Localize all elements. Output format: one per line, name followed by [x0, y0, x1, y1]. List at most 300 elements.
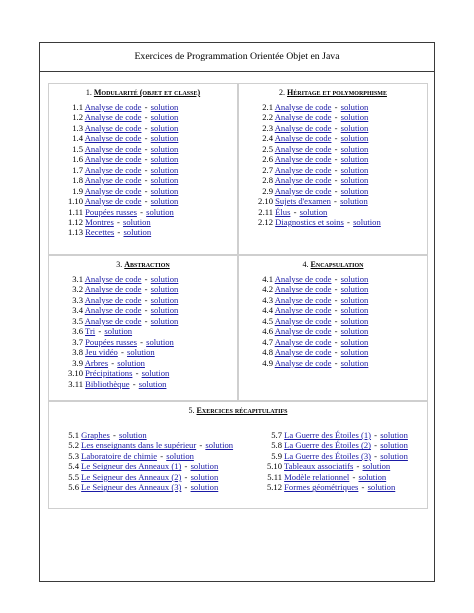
exercise-row — [243, 284, 368, 294]
exercise-number: 1.10 — [67, 196, 83, 207]
exercise-number: 1.3 — [72, 122, 83, 133]
exercise-link[interactable]: Analyse de code — [84, 122, 142, 133]
solution-link[interactable]: solution — [150, 284, 179, 295]
solution-link[interactable]: solution — [380, 430, 408, 440]
solution-link[interactable]: solution — [340, 305, 369, 316]
exercise-row — [53, 305, 178, 315]
separator: - — [332, 305, 340, 316]
exercise-row — [252, 451, 408, 461]
exercise-number: 3.10 — [67, 368, 83, 379]
solution-link[interactable]: solution — [117, 357, 145, 368]
exercise-row — [243, 347, 368, 357]
exercise-number: 3.9 — [72, 357, 83, 368]
separator: - — [137, 336, 146, 347]
solution-link[interactable]: solution — [340, 112, 369, 123]
solution-link[interactable]: solution — [380, 450, 408, 461]
solution-link[interactable]: solution — [367, 482, 396, 493]
exercise-row — [53, 165, 178, 175]
separator: - — [118, 347, 127, 358]
exercise-number: 1.7 — [72, 164, 83, 175]
exercise-link[interactable]: Analyse de code — [84, 175, 142, 186]
solution-link[interactable]: solution — [150, 133, 179, 144]
solution-link[interactable]: solution — [150, 112, 179, 123]
section-2-number: 2. — [279, 88, 286, 97]
exercise-link[interactable]: Analyse de code — [274, 154, 332, 165]
exercise-link[interactable]: Analyse de code — [84, 315, 142, 326]
exercise-link[interactable]: Analyse de code — [274, 122, 332, 133]
separator: - — [142, 154, 150, 165]
separator: - — [142, 164, 150, 175]
solution-link[interactable]: solution — [146, 336, 174, 347]
exercise-link[interactable]: Analyse de code — [84, 143, 142, 154]
solution-link[interactable]: solution — [150, 154, 179, 165]
exercise-number: 1.12 — [67, 216, 83, 227]
exercise-number: 2.12 — [257, 216, 273, 227]
section-3-heading — [49, 260, 237, 269]
exercise-number: 2.1 — [262, 102, 273, 112]
solution-link[interactable]: solution — [340, 133, 369, 144]
exercise-row — [243, 295, 368, 305]
section-4-list — [243, 274, 368, 368]
exercise-row — [252, 461, 408, 471]
solution-link[interactable]: solution — [146, 206, 174, 217]
exercise-row — [53, 451, 233, 461]
separator: - — [359, 482, 367, 493]
exercise-number: 5.11 — [267, 471, 282, 482]
exercise-number: 1.4 — [72, 133, 83, 144]
exercise-number: 4.3 — [262, 294, 273, 305]
exercise-number: 1.1 — [72, 102, 83, 112]
exercise-link[interactable]: Analyse de code — [84, 185, 142, 196]
solution-link[interactable]: solution — [123, 227, 152, 238]
section-5-left-list — [53, 430, 233, 493]
solution-link[interactable]: solution — [340, 154, 369, 165]
section-1-title: Modularité (objet et classe) — [93, 88, 201, 97]
document-frame — [39, 42, 435, 582]
exercise-link[interactable]: Le Seigneur des Anneaux (1) — [81, 461, 182, 472]
exercise-row — [53, 186, 178, 196]
separator: - — [332, 326, 340, 337]
separator: - — [332, 294, 340, 305]
exercise-link[interactable]: Analyse de code — [84, 164, 142, 175]
exercise-link[interactable]: Analyse de code — [274, 326, 332, 337]
exercise-row — [243, 196, 381, 206]
exercise-number: 5.8 — [271, 440, 282, 451]
exercise-row — [243, 316, 368, 326]
exercise-link[interactable]: Le Seigneur des Anneaux (2) — [81, 471, 182, 482]
separator: - — [133, 368, 141, 379]
exercise-link[interactable]: Le Seigneur des Anneaux (3) — [81, 482, 182, 493]
section-3-cell — [48, 255, 238, 401]
solution-link[interactable]: solution — [340, 143, 369, 154]
exercise-number: 1.11 — [68, 206, 83, 217]
solution-link[interactable]: solution — [104, 326, 133, 337]
separator: - — [142, 185, 150, 196]
solution-link[interactable]: solution — [340, 284, 369, 295]
solution-link[interactable]: solution — [150, 175, 179, 186]
exercise-row — [243, 305, 368, 315]
section-4-cell — [238, 255, 428, 401]
exercise-link[interactable]: Analyse de code — [84, 196, 142, 207]
exercise-number: 2.11 — [258, 206, 273, 217]
exercise-number: 3.8 — [72, 347, 83, 358]
exercise-row — [53, 379, 178, 389]
exercise-link[interactable]: Analyse de code — [274, 284, 332, 295]
exercise-number: 4.1 — [262, 274, 273, 284]
exercise-row — [53, 217, 178, 227]
separator: - — [110, 430, 118, 440]
exercise-row — [243, 217, 381, 227]
solution-link[interactable]: solution — [190, 461, 219, 472]
section-5-title: Exercices récapitulatifs — [196, 406, 288, 415]
separator: - — [142, 143, 150, 154]
exercise-row — [243, 326, 368, 336]
exercise-number: 5.12 — [266, 482, 282, 493]
exercise-link[interactable]: Élus — [275, 206, 291, 217]
separator: - — [332, 102, 340, 112]
exercise-link[interactable]: Analyse de code — [274, 294, 332, 305]
exercise-number: 2.8 — [262, 175, 273, 186]
exercise-link[interactable]: Analyse de code — [274, 315, 332, 326]
separator: - — [332, 164, 340, 175]
solution-link[interactable]: solution — [358, 471, 387, 482]
exercise-row — [53, 102, 178, 112]
separator: - — [332, 122, 340, 133]
separator: - — [142, 112, 150, 123]
exercise-row — [243, 133, 381, 143]
exercise-row — [53, 440, 233, 450]
exercise-number: 2.9 — [262, 185, 273, 196]
exercise-link[interactable]: Analyse de code — [84, 274, 142, 284]
exercise-link[interactable]: Les enseignants dans le supérieur — [81, 440, 197, 451]
solution-link[interactable]: solution — [150, 122, 179, 133]
exercise-link[interactable]: Analyse de code — [274, 112, 332, 123]
exercise-number: 2.6 — [262, 154, 273, 165]
exercise-row — [53, 358, 178, 368]
exercise-number: 2.4 — [262, 133, 273, 144]
exercise-number: 5.9 — [271, 450, 282, 461]
exercise-row — [53, 133, 178, 143]
solution-link[interactable]: solution — [190, 482, 219, 493]
separator: - — [332, 347, 340, 358]
separator: - — [332, 175, 340, 186]
section-4-title: Encapsulation — [310, 260, 364, 269]
exercise-row — [53, 472, 233, 482]
exercise-link[interactable]: La Guerre des Étoiles (3) — [284, 450, 372, 461]
exercise-row — [252, 440, 408, 450]
exercise-row — [53, 316, 178, 326]
exercise-link[interactable]: Analyse de code — [274, 336, 332, 347]
solution-link[interactable]: solution — [340, 336, 369, 347]
exercise-number: 4.4 — [262, 305, 273, 316]
exercise-row — [53, 295, 178, 305]
exercise-link[interactable]: Laboratoire de chimie — [81, 450, 158, 461]
solution-link[interactable]: solution — [150, 305, 179, 316]
exercise-row — [252, 482, 408, 492]
exercise-number: 4.8 — [262, 347, 273, 358]
exercise-link[interactable]: Tableaux associatifs — [284, 461, 354, 472]
separator: - — [142, 315, 150, 326]
exercise-link[interactable]: Analyse de code — [274, 357, 332, 368]
section-4-heading — [239, 260, 427, 269]
separator: - — [372, 440, 380, 451]
solution-link[interactable]: solution — [340, 315, 369, 326]
exercise-row — [243, 165, 381, 175]
exercise-number: 5.6 — [68, 482, 79, 493]
separator: - — [332, 154, 340, 165]
exercise-number: 5.1 — [68, 430, 79, 440]
exercise-number: 3.2 — [72, 284, 83, 295]
exercise-row — [53, 207, 178, 217]
solution-link[interactable]: solution — [340, 347, 369, 358]
exercise-link[interactable]: Analyse de code — [84, 133, 142, 144]
exercise-link[interactable]: Analyse de code — [84, 284, 142, 295]
exercise-number: 2.5 — [262, 143, 273, 154]
solution-link[interactable]: solution — [150, 143, 179, 154]
section-1-cell — [48, 83, 238, 255]
section-2-heading — [239, 88, 427, 97]
solution-link[interactable]: solution — [141, 368, 170, 379]
exercise-row — [53, 175, 178, 185]
exercise-link[interactable]: Sujets d'examen — [275, 196, 331, 207]
section-2-list — [243, 102, 381, 227]
exercise-row — [53, 347, 178, 357]
exercise-link[interactable]: Précipitations — [85, 368, 133, 379]
exercise-row — [243, 112, 381, 122]
separator: - — [142, 102, 150, 112]
solution-link[interactable]: solution — [340, 326, 369, 337]
exercise-row — [243, 175, 381, 185]
exercise-row — [243, 102, 381, 112]
separator: - — [332, 315, 340, 326]
exercise-row — [53, 284, 178, 294]
solution-link[interactable]: solution — [340, 196, 368, 207]
exercise-row — [53, 461, 233, 471]
separator: - — [137, 206, 146, 217]
exercise-link[interactable]: Modèle relationnel — [284, 471, 350, 482]
exercise-number: 5.5 — [68, 471, 79, 482]
separator: - — [182, 461, 190, 472]
exercise-link[interactable]: Analyse de code — [274, 102, 332, 112]
exercise-link[interactable]: Jeu vidéo — [85, 347, 118, 358]
separator: - — [332, 185, 340, 196]
exercise-number: 2.7 — [262, 164, 273, 175]
separator: - — [332, 274, 340, 284]
solution-link[interactable]: solution — [362, 461, 391, 472]
solution-link[interactable]: solution — [190, 471, 219, 482]
solution-link[interactable]: solution — [138, 378, 167, 389]
exercise-number: 1.5 — [72, 143, 83, 154]
separator: - — [291, 206, 299, 217]
exercise-link[interactable]: Analyse de code — [84, 102, 142, 112]
exercise-link[interactable]: Analyse de code — [274, 175, 332, 186]
separator: - — [332, 133, 340, 144]
exercise-number: 1.6 — [72, 154, 83, 165]
exercise-number: 4.6 — [262, 326, 273, 337]
section-3-title: Abstraction — [124, 260, 170, 269]
exercise-link[interactable]: Analyse de code — [274, 164, 332, 175]
separator: - — [350, 471, 358, 482]
solution-link[interactable]: solution — [127, 347, 155, 358]
solution-link[interactable]: solution — [150, 274, 179, 284]
exercise-link[interactable]: Analyse de code — [84, 305, 142, 316]
separator: - — [142, 294, 150, 305]
separator: - — [130, 378, 138, 389]
exercise-number: 3.1 — [72, 274, 83, 284]
section-5-right-list — [252, 430, 408, 493]
solution-link[interactable]: solution — [122, 216, 151, 227]
exercise-row — [243, 154, 381, 164]
section-4-number: 4. — [302, 260, 309, 269]
exercise-row — [53, 196, 178, 206]
exercise-row — [243, 144, 381, 154]
exercise-link[interactable]: Analyse de code — [274, 305, 332, 316]
separator: - — [332, 284, 340, 295]
exercise-number: 1.13 — [67, 227, 83, 238]
solution-link[interactable]: solution — [150, 315, 179, 326]
exercise-number: 3.4 — [72, 305, 83, 316]
separator: - — [182, 482, 190, 493]
exercise-link[interactable]: Tri — [85, 326, 96, 337]
exercise-number: 4.2 — [262, 284, 273, 295]
solution-link[interactable]: solution — [340, 185, 369, 196]
exercise-row — [243, 207, 381, 217]
section-2-cell — [238, 83, 428, 255]
exercise-row — [53, 112, 178, 122]
exercise-number: 5.3 — [68, 450, 79, 461]
solution-link[interactable]: solution — [340, 175, 369, 186]
exercise-link[interactable]: Poupées russes — [85, 206, 137, 217]
exercise-number: 5.10 — [266, 461, 282, 472]
exercise-link[interactable]: Analyse de code — [274, 185, 332, 196]
exercise-row — [252, 430, 408, 440]
exercise-link[interactable]: Recettes — [85, 227, 115, 238]
solution-link[interactable]: solution — [205, 440, 234, 451]
separator: - — [142, 305, 150, 316]
exercise-link[interactable]: Arbres — [84, 357, 109, 368]
exercise-row — [53, 337, 178, 347]
exercise-link[interactable]: Analyse de code — [274, 133, 332, 144]
section-1-list — [53, 102, 178, 238]
exercise-link[interactable]: Bibliothèque — [85, 378, 130, 389]
exercise-link[interactable]: Montres — [85, 216, 114, 227]
exercise-number: 1.9 — [72, 185, 83, 196]
exercise-link[interactable]: Diagnostics et soins — [275, 216, 344, 227]
exercise-link[interactable]: Analyse de code — [84, 294, 142, 305]
page-title: Exercices de Programmation Orientée Objet en Java — [134, 51, 340, 62]
separator: - — [115, 227, 123, 238]
separator: - — [142, 133, 150, 144]
exercise-link[interactable]: Analyse de code — [84, 112, 142, 123]
exercise-row — [243, 337, 368, 347]
exercise-row — [53, 274, 178, 284]
separator: - — [114, 216, 122, 227]
separator: - — [354, 461, 362, 472]
separator: - — [331, 196, 340, 207]
exercise-number: 2.10 — [257, 196, 273, 207]
solution-link[interactable]: solution — [340, 357, 369, 368]
solution-link[interactable]: solution — [150, 185, 179, 196]
section-1-number: 1. — [85, 88, 92, 97]
exercise-row — [53, 144, 178, 154]
solution-link[interactable]: solution — [166, 450, 194, 461]
separator: - — [142, 175, 150, 186]
solution-link[interactable]: solution — [118, 430, 147, 440]
exercise-number: 1.8 — [72, 175, 83, 186]
separator: - — [372, 430, 380, 440]
separator: - — [182, 471, 190, 482]
exercise-link[interactable]: Poupées russes — [85, 336, 137, 347]
exercise-link[interactable]: Graphes — [81, 430, 110, 440]
solution-link[interactable]: solution — [340, 274, 369, 284]
exercise-row — [53, 326, 178, 336]
exercise-row — [53, 430, 233, 440]
section-1-heading — [49, 88, 237, 97]
exercise-link[interactable]: Analyse de code — [274, 274, 332, 284]
solution-link[interactable]: solution — [150, 294, 179, 305]
separator: - — [332, 143, 340, 154]
exercise-number: 3.11 — [68, 378, 83, 389]
exercise-number: 4.5 — [262, 315, 273, 326]
separator: - — [96, 326, 104, 337]
exercise-number: 3.6 — [72, 326, 83, 337]
solution-link[interactable]: solution — [150, 102, 179, 112]
exercise-row — [53, 154, 178, 164]
solution-link[interactable]: solution — [340, 294, 369, 305]
exercise-link[interactable]: Analyse de code — [84, 154, 142, 165]
separator: - — [158, 450, 166, 461]
exercise-number: 3.5 — [72, 315, 83, 326]
exercise-row — [53, 123, 178, 133]
exercise-number: 5.7 — [271, 430, 282, 440]
separator: - — [332, 112, 340, 123]
title-divider — [40, 71, 434, 72]
separator: - — [142, 196, 150, 207]
exercise-link[interactable]: La Guerre des Étoiles (2) — [284, 440, 372, 451]
separator: - — [142, 122, 150, 133]
exercise-link[interactable]: La Guerre des Étoiles (1) — [284, 430, 372, 440]
exercise-row — [243, 274, 368, 284]
solution-link[interactable]: solution — [150, 196, 179, 207]
section-3-number: 3. — [116, 260, 123, 269]
exercise-number: 4.7 — [262, 336, 273, 347]
solution-link[interactable]: solution — [353, 216, 381, 227]
exercise-number: 2.2 — [262, 112, 273, 123]
separator: - — [372, 450, 380, 461]
solution-link[interactable]: solution — [340, 122, 369, 133]
solution-link[interactable]: solution — [340, 164, 369, 175]
exercise-row — [252, 472, 408, 482]
exercise-link[interactable]: Analyse de code — [274, 143, 332, 154]
section-3-list — [53, 274, 178, 389]
exercise-link[interactable]: Analyse de code — [274, 347, 332, 358]
exercise-row — [243, 123, 381, 133]
exercise-number: 5.4 — [68, 461, 79, 472]
exercise-number: 2.3 — [262, 122, 273, 133]
solution-link[interactable]: solution — [340, 102, 369, 112]
exercise-link[interactable]: Formes géométriques — [284, 482, 359, 493]
exercise-row — [243, 186, 381, 196]
separator: - — [332, 336, 340, 347]
exercise-row — [53, 227, 178, 237]
solution-link[interactable]: solution — [299, 206, 328, 217]
separator: - — [142, 274, 150, 284]
solution-link[interactable]: solution — [380, 440, 408, 451]
solution-link[interactable]: solution — [150, 164, 179, 175]
exercise-number: 3.3 — [72, 294, 83, 305]
exercise-row — [53, 368, 178, 378]
exercise-row — [53, 482, 233, 492]
